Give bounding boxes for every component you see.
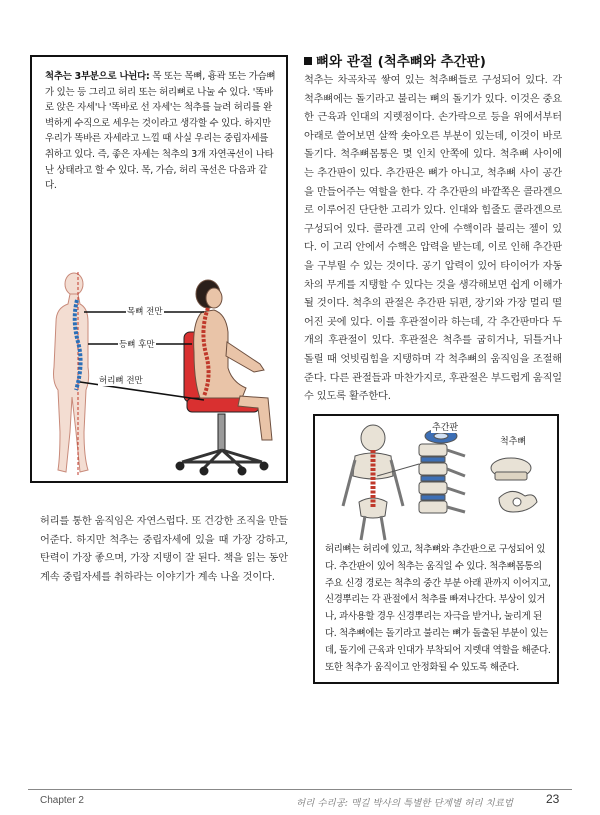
section-body-paragraph: 척추는 차곡차곡 쌓여 있는 척추뼈들로 구성되어 있다. 각 척추뼈에는 돌기라고 불리는 뼈의 돌기가 있다. 이것은 중요한 근육과 인대의 지렛점이다. 손가락으로 등을 위에서부터 아래로 쓸어보면 살짝 솟아오른 부분이 있는데, 이것이 바로 돌기다. 척추뼈몸통은 몇 인치 안쪽에 있다. 척추뼈 사이에는 추간판이 있다. 추간판은 뼈가 아니고, 척추뼈 사이 공간을 만들어주는 역할을 한다. 각 추간판의 바깥쪽은 콜라겐으로 이루어진 단단한 고리가 있다. 인대와 힘줄도 콜라겐으로 구성되어 있다. 콜라겐 고리 안에 수핵이라 불리는 젤이 있다. 이 고리 안에서 수핵은 압력을 받는데, 이로 인해 추간판을 구부릴 수 있는 것이다. 공기 압력이 있어 타이어가 자동차의 무게를 지탱할 수 있다는 것을 생각해보면 쉽게 이해가 될 것이다. 척추의 관절은 추간판 뒤편, 장기와 가장 멀리 떨어진 곳에 있다. 이를 후관절이라 하는데, 각 추간판마다 두개의 후관절이 있다. 후관절은 척추를 굽히거나, 뒤틀거나 돌릴 때 엇빗림힘을 지탱하며 각 척추뼈의 움직임을 조절해준다. 다른 관절들과 마찬가지로, 후관절은 부드럽게 움직일 수 있도록 활주한다. (304, 75, 562, 403)
spine-figure-caption: 허리뼈는 허리에 있고, 척추뼈와 추간판으로 구성되어 있다. 추간판이 있어 척추는 움직일 수 있다. 척추뼈몸통의 주요 신경 경로는 척추의 중간 부분 아래 관까지 이어지고, 신경뿌리는 각 관절에서 척추를 빠져나간다. 부상이 있거나, 과사용할 경우 신경뿌리는 자극을 받거나, 눌리게 된다. 척추뼈에는 돌기라고 불리는 뼈가 돌출된 부분이 있는데, 돌기에 근육과 인대가 부착되어 지렛대 역할을 해준다. 또한 척추가 움직이고 안정화될 수 있도록 해준다. (325, 544, 551, 673)
standing-body-outline (54, 273, 89, 472)
section-title-text: 뼈와 관절 (척추뼈와 추간판) (316, 54, 486, 70)
page-number: 23 (546, 792, 560, 806)
posture-illustration (32, 272, 286, 482)
vertebra-stack (419, 444, 465, 513)
label-thoracic-kyphosis: 등뼈 후만 (119, 340, 155, 350)
label-lumbar-lordosis: 허리뼈 전만 (99, 376, 143, 386)
footer-divider (28, 789, 572, 790)
posture-caption-text: 목 또는 목뼈, 흉곽 또는 가슴뼈가 있는 등 그리고 허리 또는 허리뼈로 나눌 수 있다. '똑바로 앉은 자세'나 '똑바로 선 자세'는 척추를 늘려 허리를 완벽하게 수직으로 세우는 것이라고 생각할 수 있다. 하지만 우리가 똑바른 자세라고 느낄 때 사실 우리는 중립자세를 취하고 있다. 즉, 좋은 자세는 척추의 3개 자연곡선이 나타난 상태라고 할 수 있다. 목, 가슴, 허리 곡선은 다음과 같다. (45, 71, 276, 192)
vertebra-callouts (491, 458, 537, 512)
spine-figure (313, 414, 559, 684)
section-title (304, 50, 486, 70)
label-neck-lordosis: 목뼈 전만 (127, 307, 163, 317)
footer-book-title: 허리 수리공: 맥길 박사의 특별한 단계별 허리 치료법 (296, 798, 514, 809)
footer-chapter: Chapter 2 (40, 795, 84, 806)
square-bullet-icon (304, 57, 312, 65)
label-intervertebral-disc: 추간판 (431, 420, 459, 433)
posture-figure-caption (45, 69, 277, 194)
posture-figure (30, 55, 288, 483)
label-vertebra: 척추뼈 (499, 434, 527, 447)
left-body-paragraph: 허리를 통한 움직임은 자연스럽다. 또 건강한 조직을 만들어준다. 하지만 척추는 중립자세에 있을 때 가장 강하고, 탄력이 가장 좋으며, 가장 지탱이 잘 된다. 책을 읽는 동안 계속 중립자세를 취하라는 이야기가 계속 나올 것이다. (40, 516, 288, 583)
posture-caption-bold: 척추는 3부분으로 나뉜다: (45, 71, 150, 82)
